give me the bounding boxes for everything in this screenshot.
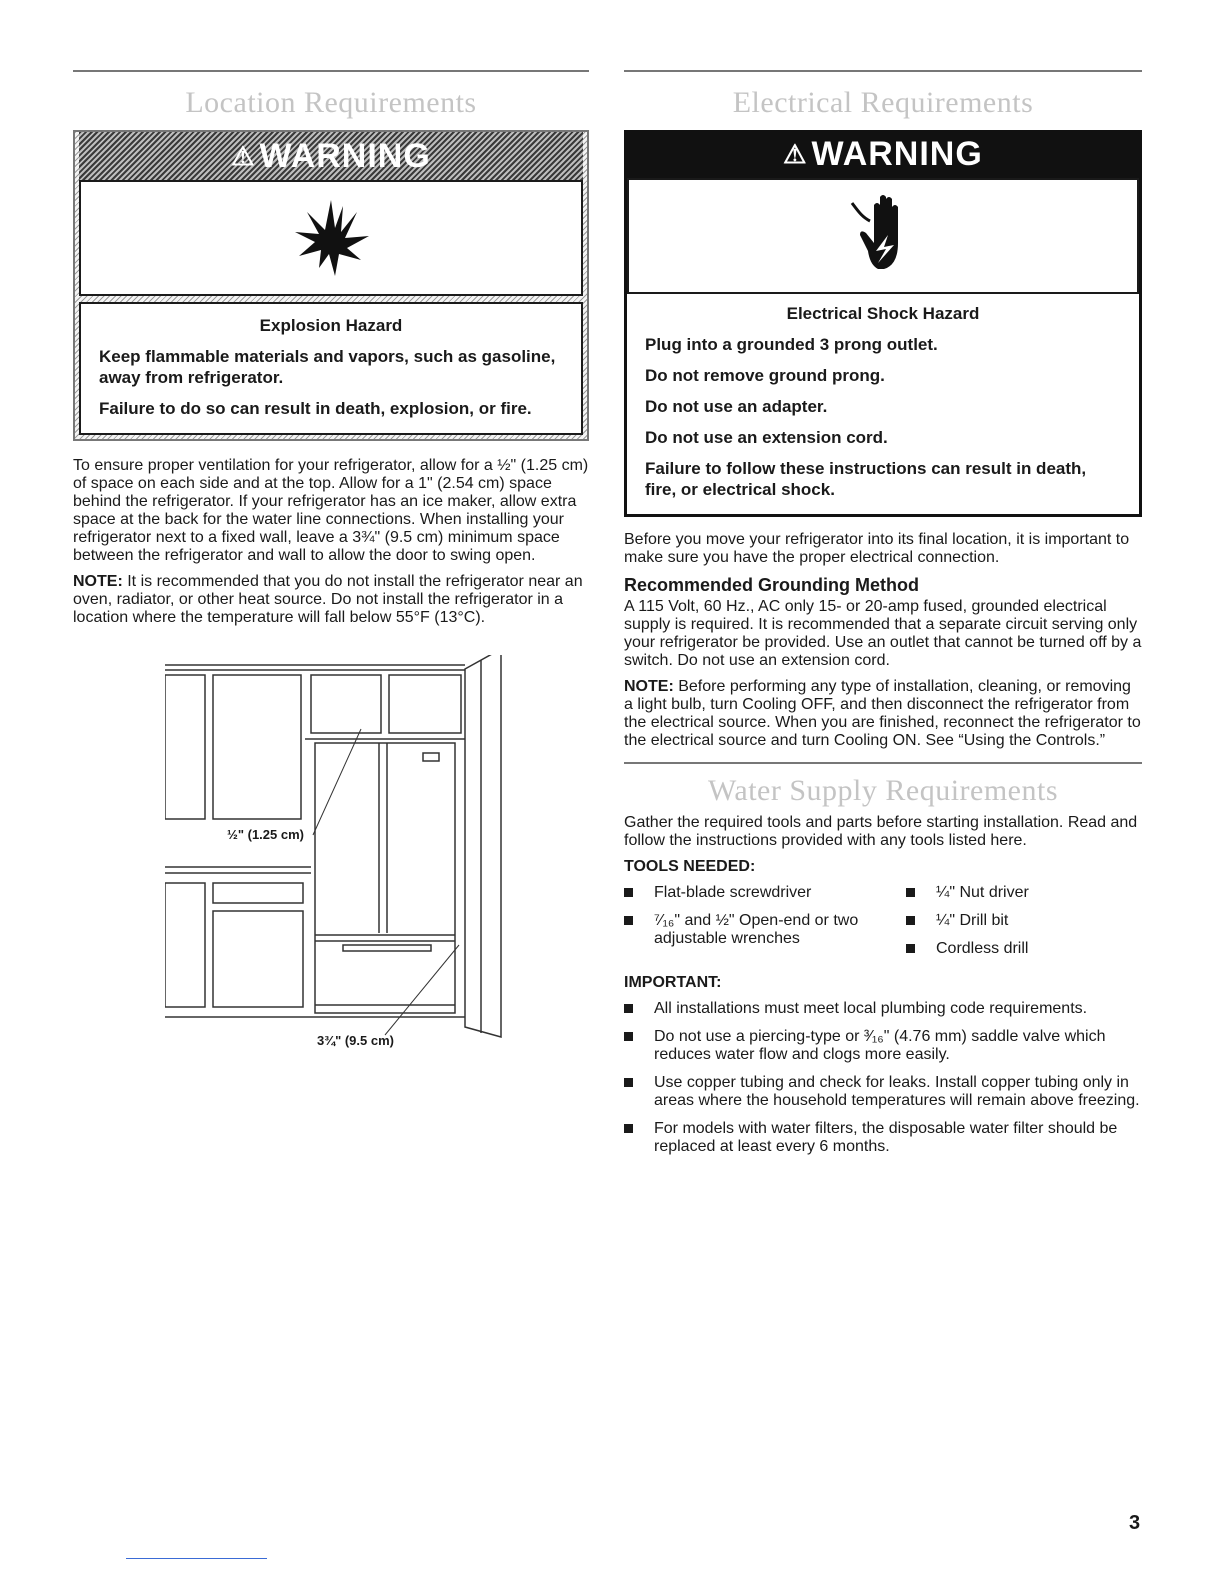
bullet-icon [906, 944, 915, 953]
list-item [624, 884, 906, 902]
water-supply-title: Water Supply Requirements [707, 774, 1058, 807]
warning-header [627, 130, 1139, 178]
note-text: Before performing any type of installation, cleaning, or removing a light bulb, turn Cooling OFF, and then disconnect the refrigerator from the electrical source. When you are finished, reconnect the refrigerator to the electrical source and turn Cooling ON. See “Using the Controls.” [624, 678, 1141, 749]
list-item [906, 884, 1136, 902]
note-text: It is recommended that you do not install the refrigerator near an oven, radiator, or other heat source. Do not install the refrigerator in a location where the temperature will fall below 55°F (13°C). [73, 573, 583, 626]
refrigerator-clearance-drawing [165, 655, 505, 1061]
list-item [906, 940, 1136, 958]
side-clearance-label: ½" (1.25 cm) [227, 827, 304, 842]
bullet-icon [906, 916, 915, 925]
electrical-intro: Before you move your refrigerator into its final location, it is important to make sure you have the proper electrical connection. [624, 531, 1130, 566]
explosion-icon-area [79, 180, 583, 296]
list-item-text: For models with water filters, the disposable water filter should be replaced at least every 6 months. [654, 1120, 1118, 1155]
warning-line: Keep flammable materials and vapors, such as gasoline, away from refrigerator. [99, 347, 556, 387]
grounding-paragraph: A 115 Volt, 60 Hz., AC only 15- or 20-amp fused, grounded electrical supply is required. It is recommended that a separate circuit serving only your refrigerator be provided. Use an outlet that cannot be turned off by a switch. Do not use an extension cord. [624, 598, 1142, 669]
warning-header-text: WARNING [811, 134, 983, 173]
warning-header [79, 132, 583, 180]
list-item-text: Cordless drill [936, 940, 1029, 957]
grounding-heading: Recommended Grounding Method [624, 575, 919, 595]
warning-header-text: WARNING [259, 136, 431, 175]
important-list [624, 1000, 1142, 1156]
warning-line: Do not remove ground prong. [645, 366, 885, 385]
tools-list-left [624, 884, 906, 968]
list-item-text: Use copper tubing and check for leaks. Install copper tubing only in areas where the household temperatures will remain above freezing. [654, 1074, 1140, 1109]
section-divider [624, 762, 1142, 764]
list-item [624, 1074, 1142, 1110]
ventilation-paragraph: To ensure proper ventilation for your refrigerator, allow for a ½" (1.25 cm) of space on each side and at the top. Allow for a 1" (2.54 cm) space behind the refrigerator. If your refrigerator has an ice maker, allow extra space at the back for the water line connections. When installing your refrigerator next to a fixed wall, leave a 3¾" (9.5 cm) minimum space between the refrigerator and wall to allow the door to swing open. [73, 457, 589, 564]
warning-line: Do not use an adapter. [645, 397, 828, 416]
bullet-icon [624, 1078, 633, 1087]
list-item [624, 1000, 1142, 1018]
important-heading: IMPORTANT: [624, 974, 722, 991]
page-number: 3 [1129, 1512, 1141, 1534]
list-item [624, 1120, 1142, 1156]
bullet-icon [624, 1124, 633, 1133]
section-divider [624, 70, 1142, 72]
location-section [73, 70, 589, 1061]
list-item-text: ¼" Drill bit [936, 912, 1009, 929]
footer-link-line [126, 1558, 267, 1559]
shock-icon-area [627, 178, 1139, 294]
note-label: NOTE: [624, 678, 674, 695]
list-item-text: All installations must meet local plumbing code requirements. [654, 1000, 1088, 1017]
warning-text-panel [627, 294, 1139, 514]
electrical-section [624, 70, 1142, 1166]
warning-line: Plug into a grounded 3 prong outlet. [645, 335, 938, 354]
location-note [73, 573, 589, 627]
list-item [624, 1028, 1142, 1064]
alert-triangle-icon: ⚠ [783, 138, 808, 169]
electrical-note [624, 678, 1142, 750]
list-item [624, 912, 906, 948]
section-divider [73, 70, 589, 72]
list-item-text: Flat-blade screwdriver [654, 884, 812, 901]
location-title: Location Requirements [185, 86, 477, 119]
bullet-icon [624, 888, 633, 897]
warning-line: Do not use an extension cord. [645, 428, 888, 447]
warning-text-panel [79, 302, 583, 435]
list-item-text: ¼" Nut driver [936, 884, 1029, 901]
tools-heading: TOOLS NEEDED: [624, 858, 756, 875]
tools-list-right [906, 884, 1136, 968]
note-label: NOTE: [73, 573, 123, 590]
explosion-icon [291, 198, 371, 278]
bullet-icon [624, 1032, 633, 1041]
wall-clearance-label: 3¾" (9.5 cm) [317, 1033, 394, 1048]
list-item-text: Do not use a piercing-type or ³⁄₁₆" (4.76 mm) saddle valve which reduces water flow and clogs more easily. [654, 1028, 1106, 1063]
shock-warning-box [624, 130, 1142, 517]
electric-shock-hand-icon [848, 191, 918, 281]
tools-list [624, 884, 1142, 968]
hazard-title: Electrical Shock Hazard [786, 304, 980, 323]
list-item-text: ⁷⁄₁₆" and ½" Open-end or two adjustable wrenches [654, 912, 859, 947]
water-intro: Gather the required tools and parts before starting installation. Read and follow the instructions provided with any tools listed here. [624, 814, 1138, 849]
explosion-warning-box [73, 130, 589, 441]
hazard-title: Explosion Hazard [259, 316, 403, 335]
warning-line: Failure to do so can result in death, explosion, or fire. [99, 399, 532, 418]
alert-triangle-icon: ⚠ [231, 140, 256, 171]
bullet-icon [906, 888, 915, 897]
refrigerator-clearance-diagram [165, 655, 505, 1061]
bullet-icon [624, 916, 633, 925]
warning-line: Failure to follow these instructions can result in death, fire, or electrical shock. [645, 459, 1087, 499]
list-item [906, 912, 1136, 930]
electrical-title: Electrical Requirements [732, 86, 1034, 119]
bullet-icon [624, 1004, 633, 1013]
